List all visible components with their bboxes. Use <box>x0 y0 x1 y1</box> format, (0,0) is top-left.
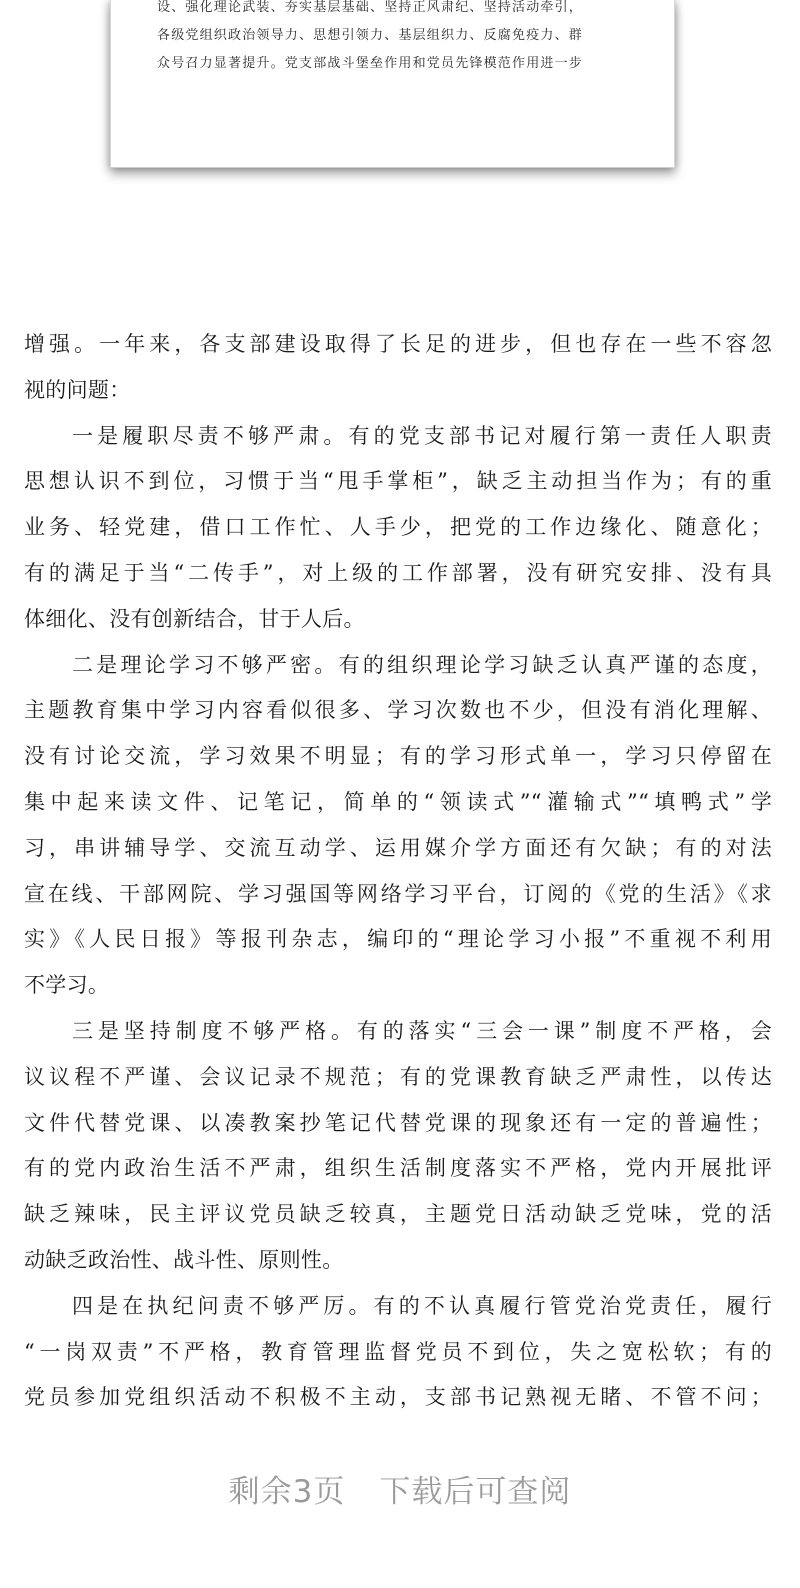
body-line: 有的党内政治生活不严肃，组织生活制度落实不严格，党内开展批评 <box>24 1156 772 1181</box>
body-line: 缺乏辣味，民主评议党员缺乏较真，主题党日活动缺乏党味，党的活 <box>24 1202 772 1227</box>
body-line: “一岗双责”不严格，教育管理监督党员不到位，失之宽松软；有的 <box>24 1339 772 1364</box>
body-line: 思想认识不到位，习惯于当“甩手掌柜”，缺乏主动担当作为；有的重 <box>24 469 772 494</box>
download-prompt[interactable] <box>0 1466 800 1511</box>
body-line: 三是坚持制度不够严格。有的落实“三会一课”制度不严格，会 <box>72 1018 772 1043</box>
body-line: 习，串讲辅导学、交流互动学、运用媒介学方面还有欠缺；有的对法 <box>24 835 772 860</box>
body-line: 二是理论学习不够严密。有的组织理论学习缺乏认真严谨的态度， <box>72 652 772 677</box>
body-line: 主题教育集中学习内容看似很多、学习次数也不少，但没有消化理解、 <box>24 698 772 723</box>
body-line: 体细化、没有创新结合，甘于人后。 <box>24 606 365 631</box>
body-line: 一是履职尽责不够严肃。有的党支部书记对履行第一责任人职责 <box>72 423 772 448</box>
preview-card-text <box>157 0 637 78</box>
document-body <box>24 322 772 1421</box>
download-to-view-label[interactable]: 下载后可查阅 <box>379 1474 572 1510</box>
body-line: 不学习。 <box>24 973 110 998</box>
body-line: 宣在线、干部网院、学习强国等网络学习平台，订阅的《党的生活》《求 <box>24 881 772 906</box>
body-line: 集中起来读文件、记笔记，简单的“领读式”“灌输式”“填鸭式”学 <box>24 789 772 814</box>
body-line: 有的满足于当“二传手”，对上级的工作部署，没有研究安排、没有具 <box>24 560 772 585</box>
preview-line: 众号召力显著提升。党支部战斗堡垒作用和党员先锋模范作用进一步 <box>157 56 584 71</box>
remaining-pages-label[interactable]: 剩余3页 <box>228 1474 346 1510</box>
body-line: 没有讨论交流，学习效果不明显；有的学习形式单一，学习只停留在 <box>24 744 772 769</box>
body-line: 四是在执纪问责不够严厉。有的不认真履行管党治党责任，履行 <box>72 1293 772 1318</box>
page-preview-card <box>110 0 675 168</box>
body-line: 议议程不严谨、会议记录不规范；有的党课教育缺乏严肃性，以传达 <box>24 1064 772 1089</box>
body-line: 增强。一年来，各支部建设取得了长足的进步，但也存在一些不容忽 <box>24 332 772 356</box>
body-line: 业务、轻党建，借口工作忙、人手少，把党的工作边缘化、随意化； <box>24 515 772 540</box>
preview-line: 设、强化理论武装、夯实基层基础、坚持正风肃纪、坚持活动牵引， <box>157 0 584 15</box>
body-line: 视的问题： <box>24 377 131 402</box>
body-line: 文件代替党课、以凑教案抄笔记代替党课的现象还有一定的普遍性； <box>24 1110 772 1135</box>
body-line: 动缺乏政治性、战斗性、原则性。 <box>24 1247 344 1272</box>
body-line: 党员参加党组织活动不积极不主动，支部书记熟视无睹、不管不问； <box>24 1385 772 1410</box>
preview-line: 各级党组织政治领导力、思想引领力、基层组织力、反腐免疫力、群 <box>157 28 584 43</box>
body-line: 实》《人民日报》等报刊杂志，编印的“理论学习小报”不重视不利用 <box>24 927 772 952</box>
